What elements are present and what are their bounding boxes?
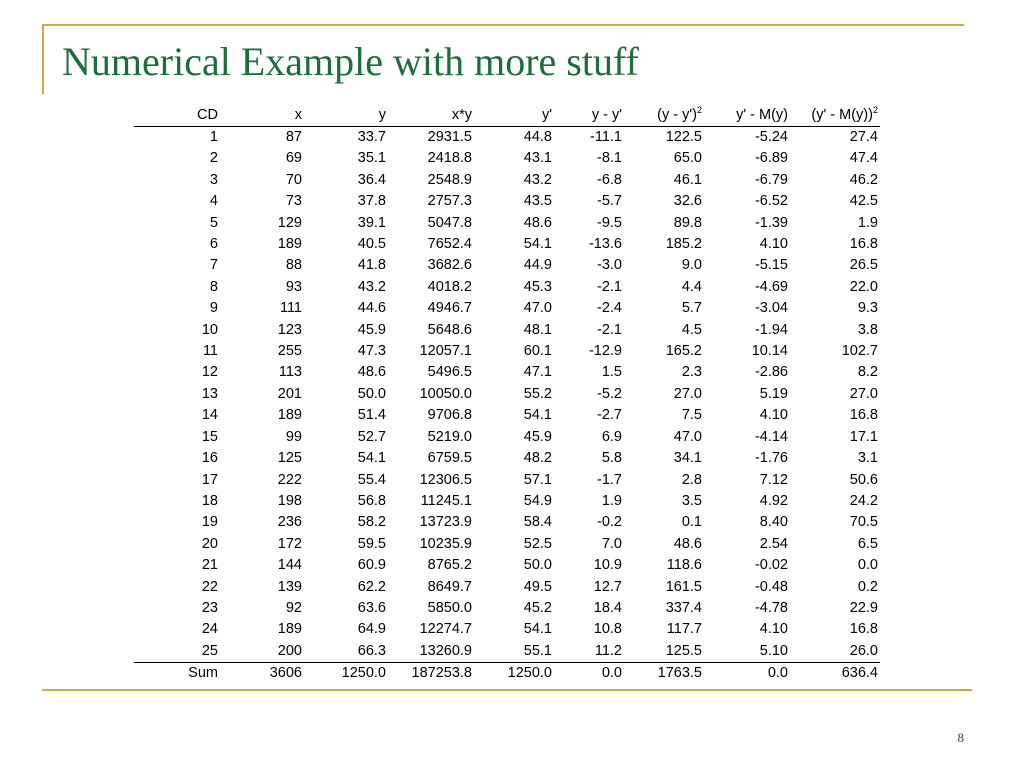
column-header: y	[378, 107, 386, 123]
table-cell: -3.04	[754, 300, 788, 317]
table-cell: 44.9	[523, 257, 552, 274]
table-cell: 2548.9	[427, 171, 472, 188]
table-cell: 18	[201, 492, 218, 509]
table-cell: -6.52	[754, 193, 788, 210]
table-cell: 50.0	[357, 385, 386, 402]
table-cell: 50.0	[523, 557, 552, 574]
table-cell: 3.1	[857, 450, 878, 467]
table-cell: -1.94	[754, 321, 788, 338]
table-cell: 48.6	[673, 535, 702, 552]
table-cell: 34.1	[673, 450, 702, 467]
table-cell: 17	[201, 471, 218, 488]
table-cell: 1	[209, 129, 218, 145]
table-cell: 26.5	[849, 257, 878, 274]
table-cell: 189	[277, 236, 302, 253]
table-cell: 118.6	[666, 557, 702, 574]
table-cell: 27.4	[849, 129, 878, 145]
table-cell: 11.2	[594, 642, 622, 659]
table-cell: 41.8	[357, 257, 386, 274]
table-cell: 165.2	[665, 343, 702, 360]
table-row	[134, 234, 880, 255]
table-cell: -8.1	[597, 150, 622, 167]
table-cell: 5.19	[759, 385, 788, 402]
table-cell: 5	[209, 214, 218, 231]
table-cell: 1.9	[857, 214, 878, 231]
table-cell: 70.5	[849, 514, 878, 531]
table-cell: 39.1	[357, 214, 386, 231]
table-cell: 70	[285, 171, 302, 188]
table-cell: -5.2	[597, 385, 622, 402]
table-cell: 93	[285, 278, 302, 295]
table-cell: 27.0	[849, 385, 878, 402]
table-cell: 22	[201, 578, 218, 595]
table-cell: 7.12	[759, 471, 788, 488]
table-cell: 3.5	[681, 492, 702, 509]
table-cell: 45.2	[523, 599, 552, 616]
table-cell: 47.3	[357, 343, 386, 360]
table-cell: 139	[277, 578, 302, 595]
table-cell: 12	[201, 364, 218, 381]
table-cell: 4.4	[681, 278, 702, 295]
table-cell: 8.2	[857, 364, 878, 381]
table-cell: 54.9	[523, 492, 552, 509]
table-cell: -11.1	[590, 129, 622, 145]
table-cell: 55.1	[523, 642, 552, 659]
table-cell: 33.7	[357, 129, 386, 145]
table-cell: -6.89	[754, 150, 788, 167]
table-cell: 44.6	[357, 300, 386, 317]
table-cell: 111	[279, 300, 302, 317]
table-cell: 24.2	[849, 492, 878, 509]
table-cell: 13723.9	[419, 514, 472, 531]
table-cell: 2.8	[681, 471, 702, 488]
table-cell: 189	[277, 621, 302, 638]
table-cell: 87	[285, 129, 302, 145]
table-cell: 99	[285, 428, 302, 445]
table-cell: 35.1	[357, 150, 386, 167]
table-cell: 92	[285, 599, 302, 616]
table-cell: 23	[201, 599, 218, 616]
table-cell: 25	[201, 642, 218, 659]
table-cell: 9706.8	[427, 407, 472, 424]
table-cell: 4018.2	[427, 278, 472, 295]
table-cell: 20	[201, 535, 218, 552]
table-cell: -2.86	[754, 364, 788, 381]
table-cell: 198	[277, 492, 302, 509]
table-cell: 102.7	[841, 343, 878, 360]
table-cell: 3	[209, 171, 218, 188]
column-header: y - y'	[591, 107, 622, 123]
table-cell: 47.4	[849, 150, 878, 167]
table-cell: 10.8	[593, 621, 622, 638]
table-cell: 12274.7	[419, 621, 472, 638]
table-cell: 65.0	[673, 150, 702, 167]
table-cell: 32.6	[673, 193, 702, 210]
table-row	[134, 255, 880, 276]
table-cell: 43.2	[357, 278, 386, 295]
table-cell: 59.5	[357, 535, 386, 552]
table-cell: 5219.0	[427, 428, 472, 445]
table-cell: 48.2	[523, 450, 552, 467]
table-cell: 40.5	[357, 236, 386, 253]
column-header: CD	[197, 107, 218, 123]
table-row	[134, 277, 880, 298]
table-cell: 52.7	[357, 428, 386, 445]
table-cell: 66.3	[357, 642, 386, 659]
table-cell: 55.4	[357, 471, 386, 488]
table-cell: 55.2	[523, 385, 552, 402]
table-cell: 5850.0	[427, 599, 472, 616]
table-row	[134, 362, 880, 383]
sum-cell: 0.0	[767, 665, 788, 682]
table-cell: 8649.7	[427, 578, 472, 595]
table-cell: 15	[201, 428, 218, 445]
table-cell: -1.39	[754, 214, 788, 231]
table-cell: 4.10	[759, 621, 788, 638]
table-cell: 22.9	[849, 599, 878, 616]
table-cell: 47.0	[523, 300, 552, 317]
table-cell: 117.7	[666, 621, 702, 638]
table-cell: 46.2	[849, 171, 878, 188]
table-cell: 58.4	[523, 514, 552, 531]
sum-cell: 636.4	[841, 665, 878, 682]
table-cell: 144	[277, 557, 302, 574]
table-cell: 11245.1	[420, 492, 472, 509]
table-cell: 7	[209, 257, 218, 274]
table-body	[134, 127, 880, 663]
table-cell: 43.1	[523, 150, 552, 167]
table-row	[134, 534, 880, 555]
sum-cell: 1763.5	[657, 665, 702, 682]
sum-row	[134, 663, 880, 685]
table-row	[134, 470, 880, 491]
left-divider	[42, 24, 44, 94]
table-cell: 0.1	[681, 514, 702, 531]
table-cell: 51.4	[357, 407, 386, 424]
table-row	[134, 491, 880, 512]
table-cell: 48.6	[357, 364, 386, 381]
table-cell: 45.9	[357, 321, 386, 338]
table-cell: 14	[201, 407, 218, 424]
table-cell: 2757.3	[427, 193, 472, 210]
table-row	[134, 298, 880, 319]
table-cell: 24	[201, 621, 218, 638]
table-cell: 125	[277, 450, 302, 467]
column-header: x	[294, 107, 302, 123]
table-cell: 63.6	[357, 599, 386, 616]
table-cell: 7.5	[681, 407, 702, 424]
table-cell: -6.79	[754, 171, 788, 188]
table-cell: 16.8	[849, 407, 878, 424]
table-row	[134, 170, 880, 191]
table-cell: 57.1	[523, 471, 552, 488]
table-row	[134, 577, 880, 598]
table-cell: 47.1	[523, 364, 552, 381]
table-cell: 19	[201, 514, 218, 531]
table-cell: 4946.7	[427, 300, 472, 317]
table-row	[134, 598, 880, 619]
table-cell: -4.69	[754, 278, 788, 295]
table-cell: 13	[201, 385, 218, 402]
table-cell: 172	[277, 535, 302, 552]
sum-cell: Sum	[188, 665, 218, 682]
sum-cell: 1250.0	[507, 665, 552, 682]
table-cell: 8	[209, 278, 218, 295]
table-cell: -6.8	[597, 171, 622, 188]
table-cell: 189	[277, 407, 302, 424]
table-cell: 3.8	[857, 321, 878, 338]
table-cell: 11	[202, 343, 218, 360]
table-cell: 125.5	[665, 642, 702, 659]
table-cell: 5.7	[681, 300, 702, 317]
table-row	[134, 341, 880, 362]
table-cell: 37.8	[357, 193, 386, 210]
table-cell: 4.5	[681, 321, 702, 338]
table-row	[134, 555, 880, 576]
table-cell: 58.2	[357, 514, 386, 531]
table-cell: 13260.9	[419, 642, 472, 659]
table-cell: 200	[277, 642, 302, 659]
table-row	[134, 213, 880, 234]
table-cell: 3682.6	[427, 257, 472, 274]
table-cell: 73	[285, 193, 302, 210]
table-cell: 2931.5	[427, 129, 472, 145]
table-row	[134, 641, 880, 663]
table-cell: 10	[201, 321, 218, 338]
table-cell: 46.1	[673, 171, 702, 188]
table-cell: 2418.8	[427, 150, 472, 167]
table-cell: 8765.2	[427, 557, 472, 574]
table-cell: 1.5	[601, 364, 622, 381]
table-cell: 122.5	[665, 129, 702, 145]
table-cell: 5.8	[601, 450, 622, 467]
table-cell: 10050.0	[419, 385, 472, 402]
table-cell: 60.9	[357, 557, 386, 574]
table-cell: -4.14	[754, 428, 788, 445]
table-cell: 54.1	[523, 407, 552, 424]
top-divider	[42, 24, 964, 26]
table-cell: 255	[277, 343, 302, 360]
table-cell: 64.9	[357, 621, 386, 638]
table-cell: 26.0	[849, 642, 878, 659]
table-cell: 36.4	[357, 171, 386, 188]
table-cell: 44.8	[523, 129, 552, 145]
table-cell: 222	[277, 471, 302, 488]
table-cell: 12057.1	[419, 343, 472, 360]
table-cell: 47.0	[673, 428, 702, 445]
table-row	[134, 512, 880, 533]
table-row	[134, 191, 880, 212]
table-header-row	[134, 104, 880, 127]
table-cell: 5047.8	[427, 214, 472, 231]
table-cell: 9.0	[681, 257, 702, 274]
table-cell: 0.0	[857, 557, 878, 574]
table-cell: -4.78	[754, 599, 788, 616]
table-cell: 45.9	[523, 428, 552, 445]
table-cell: 2.54	[759, 535, 788, 552]
table-cell: 43.5	[523, 193, 552, 210]
table-row	[134, 448, 880, 469]
table-cell: 54.1	[523, 621, 552, 638]
table-cell: -9.5	[597, 214, 622, 231]
table-cell: 9	[209, 300, 218, 317]
column-header: x*y	[451, 107, 472, 123]
table-cell: -5.15	[754, 257, 788, 274]
table-row	[134, 619, 880, 640]
table-cell: -13.6	[588, 236, 622, 253]
table-cell: 236	[277, 514, 302, 531]
table-cell: 16.8	[849, 236, 878, 253]
table-cell: 16.8	[849, 621, 878, 638]
table-cell: 161.5	[665, 578, 702, 595]
table-cell: 6.9	[601, 428, 622, 445]
column-header: (y - y')$^2$	[657, 105, 702, 123]
table-cell: 113	[278, 364, 302, 381]
table-cell: 129	[277, 214, 302, 231]
table-cell: -3.0	[597, 257, 622, 274]
table-cell: 185.2	[665, 236, 702, 253]
table-cell: -12.9	[588, 343, 622, 360]
table-cell: 7652.4	[427, 236, 472, 253]
table-cell: 10.14	[751, 343, 788, 360]
table-cell: -0.2	[597, 514, 622, 531]
table-cell: 4	[209, 193, 218, 210]
table-cell: -1.76	[754, 450, 788, 467]
table-cell: 10.9	[593, 557, 622, 574]
sum-cell: 187253.8	[411, 665, 472, 682]
table-cell: -0.02	[754, 557, 788, 574]
bottom-divider	[42, 689, 972, 691]
table-cell: -2.7	[597, 407, 622, 424]
sum-cell: 1250.0	[341, 665, 386, 682]
table-cell: 5648.6	[427, 321, 472, 338]
table-cell: 2.3	[681, 364, 702, 381]
table-cell: 52.5	[523, 535, 552, 552]
table-cell: 62.2	[357, 578, 386, 595]
table-cell: 60.1	[523, 343, 552, 360]
table-cell: -5.24	[754, 129, 788, 145]
table-cell: 1.9	[601, 492, 622, 509]
table-cell: 123	[277, 321, 302, 338]
table-cell: 6	[209, 236, 218, 253]
column-header: y' - M(y)	[736, 107, 788, 123]
table-cell: -2.4	[597, 300, 622, 317]
table-cell: 5496.5	[427, 364, 472, 381]
table-cell: 16	[201, 450, 218, 467]
table-cell: 2	[209, 150, 218, 167]
table-cell: 5.10	[759, 642, 788, 659]
table-cell: 89.8	[673, 214, 702, 231]
table-row	[134, 320, 880, 341]
table-row	[134, 427, 880, 448]
table-cell: 69	[285, 150, 302, 167]
table-cell: 7.0	[601, 535, 622, 552]
table-cell: -5.7	[597, 193, 622, 210]
table-cell: 6759.5	[427, 450, 472, 467]
table-cell: 337.4	[665, 599, 702, 616]
table-row	[134, 148, 880, 169]
table-cell: 43.2	[523, 171, 552, 188]
table-cell: 12306.5	[419, 471, 472, 488]
table-cell: 50.6	[849, 471, 878, 488]
table-cell: 6.5	[857, 535, 878, 552]
table-cell: 10235.9	[419, 535, 472, 552]
table-cell: 27.0	[673, 385, 702, 402]
table-cell: 42.5	[849, 193, 878, 210]
table-cell: -0.48	[754, 578, 788, 595]
table-cell: 17.1	[849, 428, 878, 445]
table-cell: 48.1	[523, 321, 552, 338]
data-table	[134, 104, 880, 685]
table-cell: 45.3	[523, 278, 552, 295]
table-cell: -1.7	[597, 471, 622, 488]
column-header: (y' - M(y))$^2$	[811, 105, 878, 123]
table-cell: 49.5	[523, 578, 552, 595]
table-cell: 18.4	[593, 599, 622, 616]
table-row	[134, 384, 880, 405]
table-cell: 0.2	[857, 578, 878, 595]
table-cell: 4.92	[759, 492, 788, 509]
table-cell: 201	[277, 385, 302, 402]
sum-cell: 0.0	[601, 665, 622, 682]
table-cell: 88	[285, 257, 302, 274]
column-header: y'	[541, 107, 552, 123]
slide-title: Numerical Example with more stuff	[62, 39, 639, 84]
table-cell: 48.6	[523, 214, 552, 231]
table-cell: 4.10	[759, 236, 788, 253]
table-cell: 54.1	[357, 450, 386, 467]
table-row	[134, 405, 880, 426]
table-cell: -2.1	[597, 278, 622, 295]
table-cell: 9.3	[857, 300, 878, 317]
table-cell: -2.1	[597, 321, 622, 338]
table-cell: 12.7	[593, 578, 622, 595]
table-cell: 21	[201, 557, 218, 574]
table-row	[134, 127, 880, 149]
table-cell: 22.0	[849, 278, 878, 295]
table-cell: 4.10	[759, 407, 788, 424]
table-cell: 54.1	[523, 236, 552, 253]
page-number: 8	[957, 730, 964, 745]
sum-cell: 3606	[269, 665, 302, 682]
table-cell: 8.40	[759, 514, 788, 531]
table-cell: 56.8	[357, 492, 386, 509]
